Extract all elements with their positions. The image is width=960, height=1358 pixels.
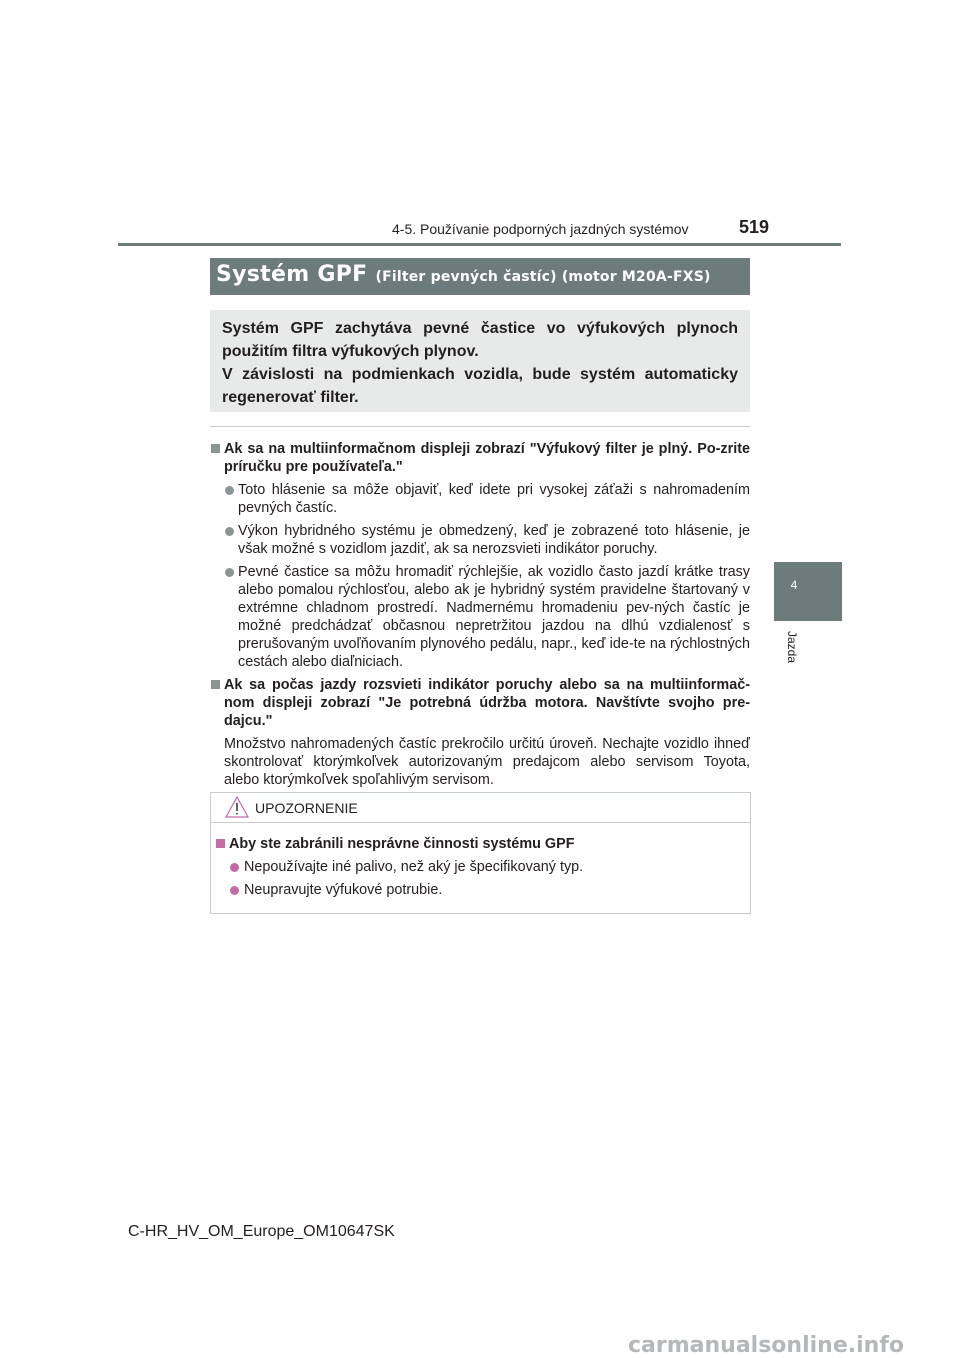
page-number: 519 xyxy=(739,217,770,237)
square-bullet-icon xyxy=(211,444,220,453)
chapter-tab-label: Jazda xyxy=(785,631,799,664)
warning-box xyxy=(210,792,751,914)
document-code: C-HR_HV_OM_Europe_OM10647SK xyxy=(128,1223,395,1240)
round-bullet-icon xyxy=(225,486,234,495)
round-bullet-icon xyxy=(230,886,239,895)
watermark: carmanualsonline.info xyxy=(628,1333,904,1358)
section-paragraph: Množstvo nahromadených častíc prekročilo určitú úroveň. Nechajte vozidlo ihneď skontrolovať ktorýmkoľvek autorizovaným predajcom alebo servisom Toyota, alebo ktorýmkoľvek spoľahlivým servisom. xyxy=(224,736,750,788)
round-bullet-icon xyxy=(225,527,234,536)
warning-bullet: Nepoužívajte iné palivo, než aký je špecifikovaný typ. xyxy=(211,858,750,876)
square-bullet-icon xyxy=(216,839,225,848)
main-content xyxy=(210,440,750,789)
warning-header xyxy=(211,793,750,823)
intro-line-2: V závislosti na podmienkach vozidla, bude systém automaticky regenerovať filter. xyxy=(222,366,738,406)
section-title xyxy=(216,262,711,287)
intro-text xyxy=(222,317,738,409)
section-heading-1: Ak sa na multiinformačnom displeji zobrazí "Výfukový filter je plný. Po-zrite príručku pre používateľa." xyxy=(210,440,750,476)
bullet-item: Výkon hybridného systému je obmedzený, keď je zobrazené toto hlásenie, je však možné s vozidlom jazdiť, ak sa nerozsvieti indikátor poruchy. xyxy=(210,522,750,558)
warning-triangle-icon xyxy=(225,796,249,818)
intro-box xyxy=(210,310,750,412)
warning-body xyxy=(211,835,750,904)
section-title-main: Systém GPF xyxy=(216,262,368,287)
square-bullet-icon xyxy=(211,680,220,689)
bullet-item: Pevné častice sa môžu hromadiť rýchlejšie, ak vozidlo často jazdí krátke trasy alebo pomalou rýchlosťou, alebo ak je hybridný systém pravidelne štartovaný v extrémne chladnom prostredí. Nadmernému hromadeniu pev-ných častíc je možné predchádzať občasnou nepretržitou jazdou na dlhú vzdialenosť s prerušovaným uvoľňovaním plynového pedálu, napr., keď ide-te na rýchlostných cestách alebo diaľniciach. xyxy=(210,563,750,671)
header-divider xyxy=(118,243,841,246)
warning-bullet: Neupravujte výfukové potrubie. xyxy=(211,881,750,899)
header-section-title: 4-5. Používanie podporných jazdných systémov xyxy=(392,221,689,237)
content-separator xyxy=(210,426,750,427)
warning-heading: Aby ste zabránili nesprávne činnosti systému GPF xyxy=(211,835,750,853)
section-heading-2: Ak sa počas jazdy rozsvieti indikátor poruchy alebo sa na multiinformač-nom displeji zobrazí "Je potrebná údržba motora. Navštívte svojho pre-dajcu." xyxy=(210,676,750,730)
bullet-item: Toto hlásenie sa môže objaviť, keď idete pri vysokej záťaži s nahromadením pevných častíc. xyxy=(210,481,750,517)
round-bullet-icon xyxy=(225,568,234,577)
round-bullet-icon xyxy=(230,863,239,872)
warning-label: UPOZORNENIE xyxy=(255,800,358,816)
chapter-tab-number: 4 xyxy=(790,578,798,592)
section-title-sub: (Filter pevných častíc) (motor M20A-FXS) xyxy=(375,269,711,285)
intro-line-1: Systém GPF zachytáva pevné častice vo výfukových plynoch použitím filtra výfukových plynov. xyxy=(222,320,738,360)
section-title-bar xyxy=(210,258,750,295)
